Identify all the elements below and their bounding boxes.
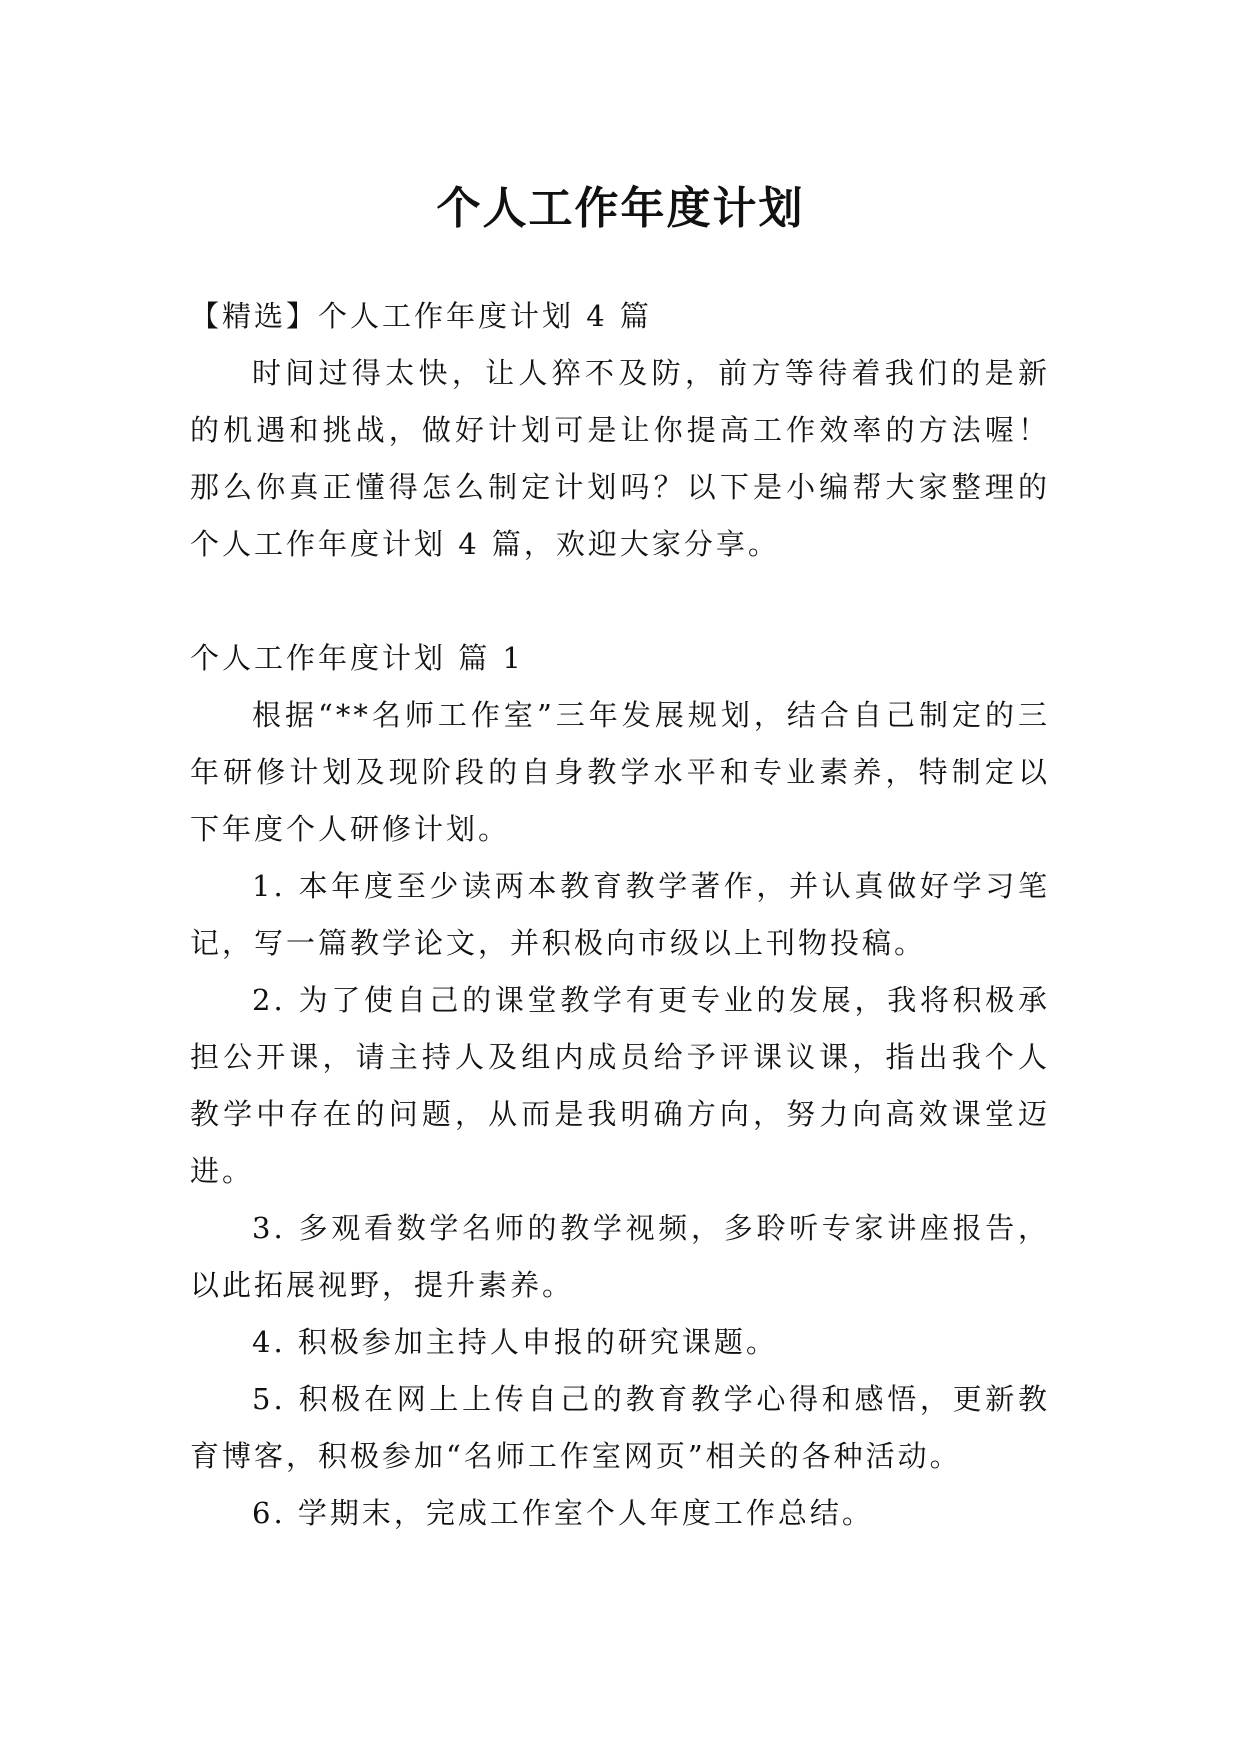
list-item: 5. 积极在网上上传自己的教育教学心得和感悟，更新教育博客，积极参加“名师工作室网页”相关的各种活动。 [190, 1382, 1050, 1473]
list-item: 3. 多观看数学名师的教学视频，多聆听专家讲座报告，以此拓展视野，提升素养。 [190, 1211, 1050, 1302]
list-item: 4. 积极参加主持人申报的研究课题。 [252, 1325, 778, 1359]
list-item: 1. 本年度至少读两本教育教学著作，并认真做好学习笔记，写一篇教学论文，并积极向市级以上刊物投稿。 [190, 869, 1050, 960]
section-paragraph: 根据“**名师工作室”三年发展规划，结合自己制定的三年研修计划及现阶段的自身教学水平和专业素养，特制定以下年度个人研修计划。 [190, 698, 1050, 846]
list-item: 6. 学期末，完成工作室个人年度工作总结。 [252, 1496, 874, 1530]
section-heading: 个人工作年度计划 篇 1 [190, 641, 524, 675]
section-spacer [190, 573, 1050, 630]
document-body [190, 288, 1050, 1542]
list-item: 2. 为了使自己的课堂教学有更专业的发展，我将积极承担公开课，请主持人及组内成员给予评课议课，指出我个人教学中存在的问题，从而是我明确方向，努力向高效课堂迈进。 [190, 983, 1050, 1188]
document-title: 个人工作年度计划 [436, 183, 805, 235]
document-subtitle: 【精选】个人工作年度计划 4 篇 [190, 299, 652, 333]
intro-paragraph: 时间过得太快，让人猝不及防，前方等待着我们的是新的机遇和挑战，做好计划可是让你提高工作效率的方法喔！那么你真正懂得怎么制定计划吗？以下是小编帮大家整理的个人工作年度计划 4 篇，欢迎大家分享。 [190, 356, 1050, 561]
